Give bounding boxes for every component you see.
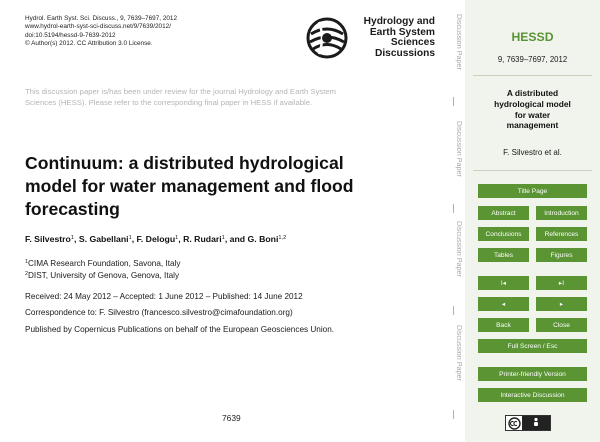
abstract-button[interactable]: Abstract <box>478 206 529 220</box>
vertical-label: Discussion Paper <box>455 121 464 177</box>
cc-by-license-icon[interactable] <box>505 415 551 431</box>
correspondence-line: Correspondence to: F. Silvestro (francesco.silvestro@cimafoundation.org) <box>25 308 293 317</box>
affiliations <box>25 257 180 282</box>
vertical-label: Discussion Paper <box>455 14 464 70</box>
references-button[interactable]: References <box>536 227 587 241</box>
page-number: 7639 <box>222 413 241 423</box>
author-name: F. Silvestro <box>25 234 71 244</box>
citation-url[interactable]: www.hydrol-earth-syst-sci-discuss.net/9/7639/2012/ <box>25 23 171 31</box>
gutter-separator <box>453 204 454 213</box>
gutter-separator <box>453 306 454 315</box>
printer-friendly-button[interactable]: Printer-friendly Version <box>478 367 587 381</box>
sidebar-author: F. Silvestro et al. <box>503 148 562 157</box>
figures-button[interactable]: Figures <box>536 248 587 262</box>
affiliation-item: $^2$DIST, University of Genova, Genova, Italy <box>25 271 180 281</box>
sidebar-divider <box>473 170 592 171</box>
discussion-paper-gutter <box>446 0 464 442</box>
cc-circle-icon <box>506 416 522 430</box>
journal-volume: 9, 7639–7697, 2012 <box>497 55 568 64</box>
affiliation-item: $^1$CIMA Research Foundation, Savona, Italy <box>25 259 181 268</box>
publisher-line: Published by Copernicus Publications on behalf of the European Geosciences Union. <box>25 325 335 334</box>
author-list: F. Silvestro$^1$, S. Gabellani$^1$, F. Delogu$^1$, R. Rudari$^1$, and G. Boni$^{1,2}$ <box>25 234 287 244</box>
by-person-icon <box>522 416 550 430</box>
citation-doi: doi:10.5194/hessd-9-7639-2012 <box>25 31 116 39</box>
author-name: F. Delogu <box>136 234 176 244</box>
dates-line: Received: 24 May 2012 – Accepted: 1 June 2012 – Published: 14 June 2012 <box>25 292 303 301</box>
review-notice: This discussion paper is/has been under review for the journal Hydrology and Earth System Sciences (HESS). Please refer to the corresponding final paper in HESS if available. <box>25 87 337 107</box>
journal-name: HESSD <box>511 30 554 44</box>
citation-license: © Author(s) 2012. CC Attribution 3.0 License. <box>25 40 153 48</box>
next-page-button[interactable]: ▸ <box>536 297 587 311</box>
citation-journal: Hydrol. Earth Syst. Sci. Discuss., 9, 7639–7697, 2012 <box>25 15 178 22</box>
interactive-discussion-button[interactable]: Interactive Discussion <box>478 388 587 402</box>
logo-text: Hydrology and Earth System Sciences Discussions <box>363 16 435 59</box>
sidebar-paper-title: A distributed hydrological model for water management <box>494 88 571 131</box>
conclusions-button[interactable]: Conclusions <box>478 227 529 241</box>
gutter-separator <box>453 410 454 419</box>
first-page-button[interactable]: I◂ <box>478 276 529 290</box>
full-screen-button[interactable]: Full Screen / Esc <box>478 339 587 353</box>
introduction-button[interactable]: Introduction <box>536 206 587 220</box>
vertical-label: Discussion Paper <box>455 325 464 381</box>
journal-logo <box>305 14 435 70</box>
gutter-separator <box>453 97 454 106</box>
title-page-button[interactable]: Title Page <box>478 184 587 198</box>
sidebar-divider <box>473 75 592 76</box>
hess-globe-logo-icon <box>305 16 349 60</box>
paper-title: Continuum: a distributed hydrological model for water management and flood forecasting <box>25 153 354 219</box>
author-name: G. Boni <box>247 234 279 244</box>
vertical-label: Discussion Paper <box>455 221 464 277</box>
author-name: R. Rudari <box>183 234 222 244</box>
sidebar-panel <box>465 0 600 442</box>
last-page-button[interactable]: ▸I <box>536 276 587 290</box>
citation-block <box>25 15 285 49</box>
close-button[interactable]: Close <box>536 318 587 332</box>
previous-page-button[interactable]: ◂ <box>478 297 529 311</box>
author-name: S. Gabellani <box>78 234 129 244</box>
back-button[interactable]: Back <box>478 318 529 332</box>
tables-button[interactable]: Tables <box>478 248 529 262</box>
